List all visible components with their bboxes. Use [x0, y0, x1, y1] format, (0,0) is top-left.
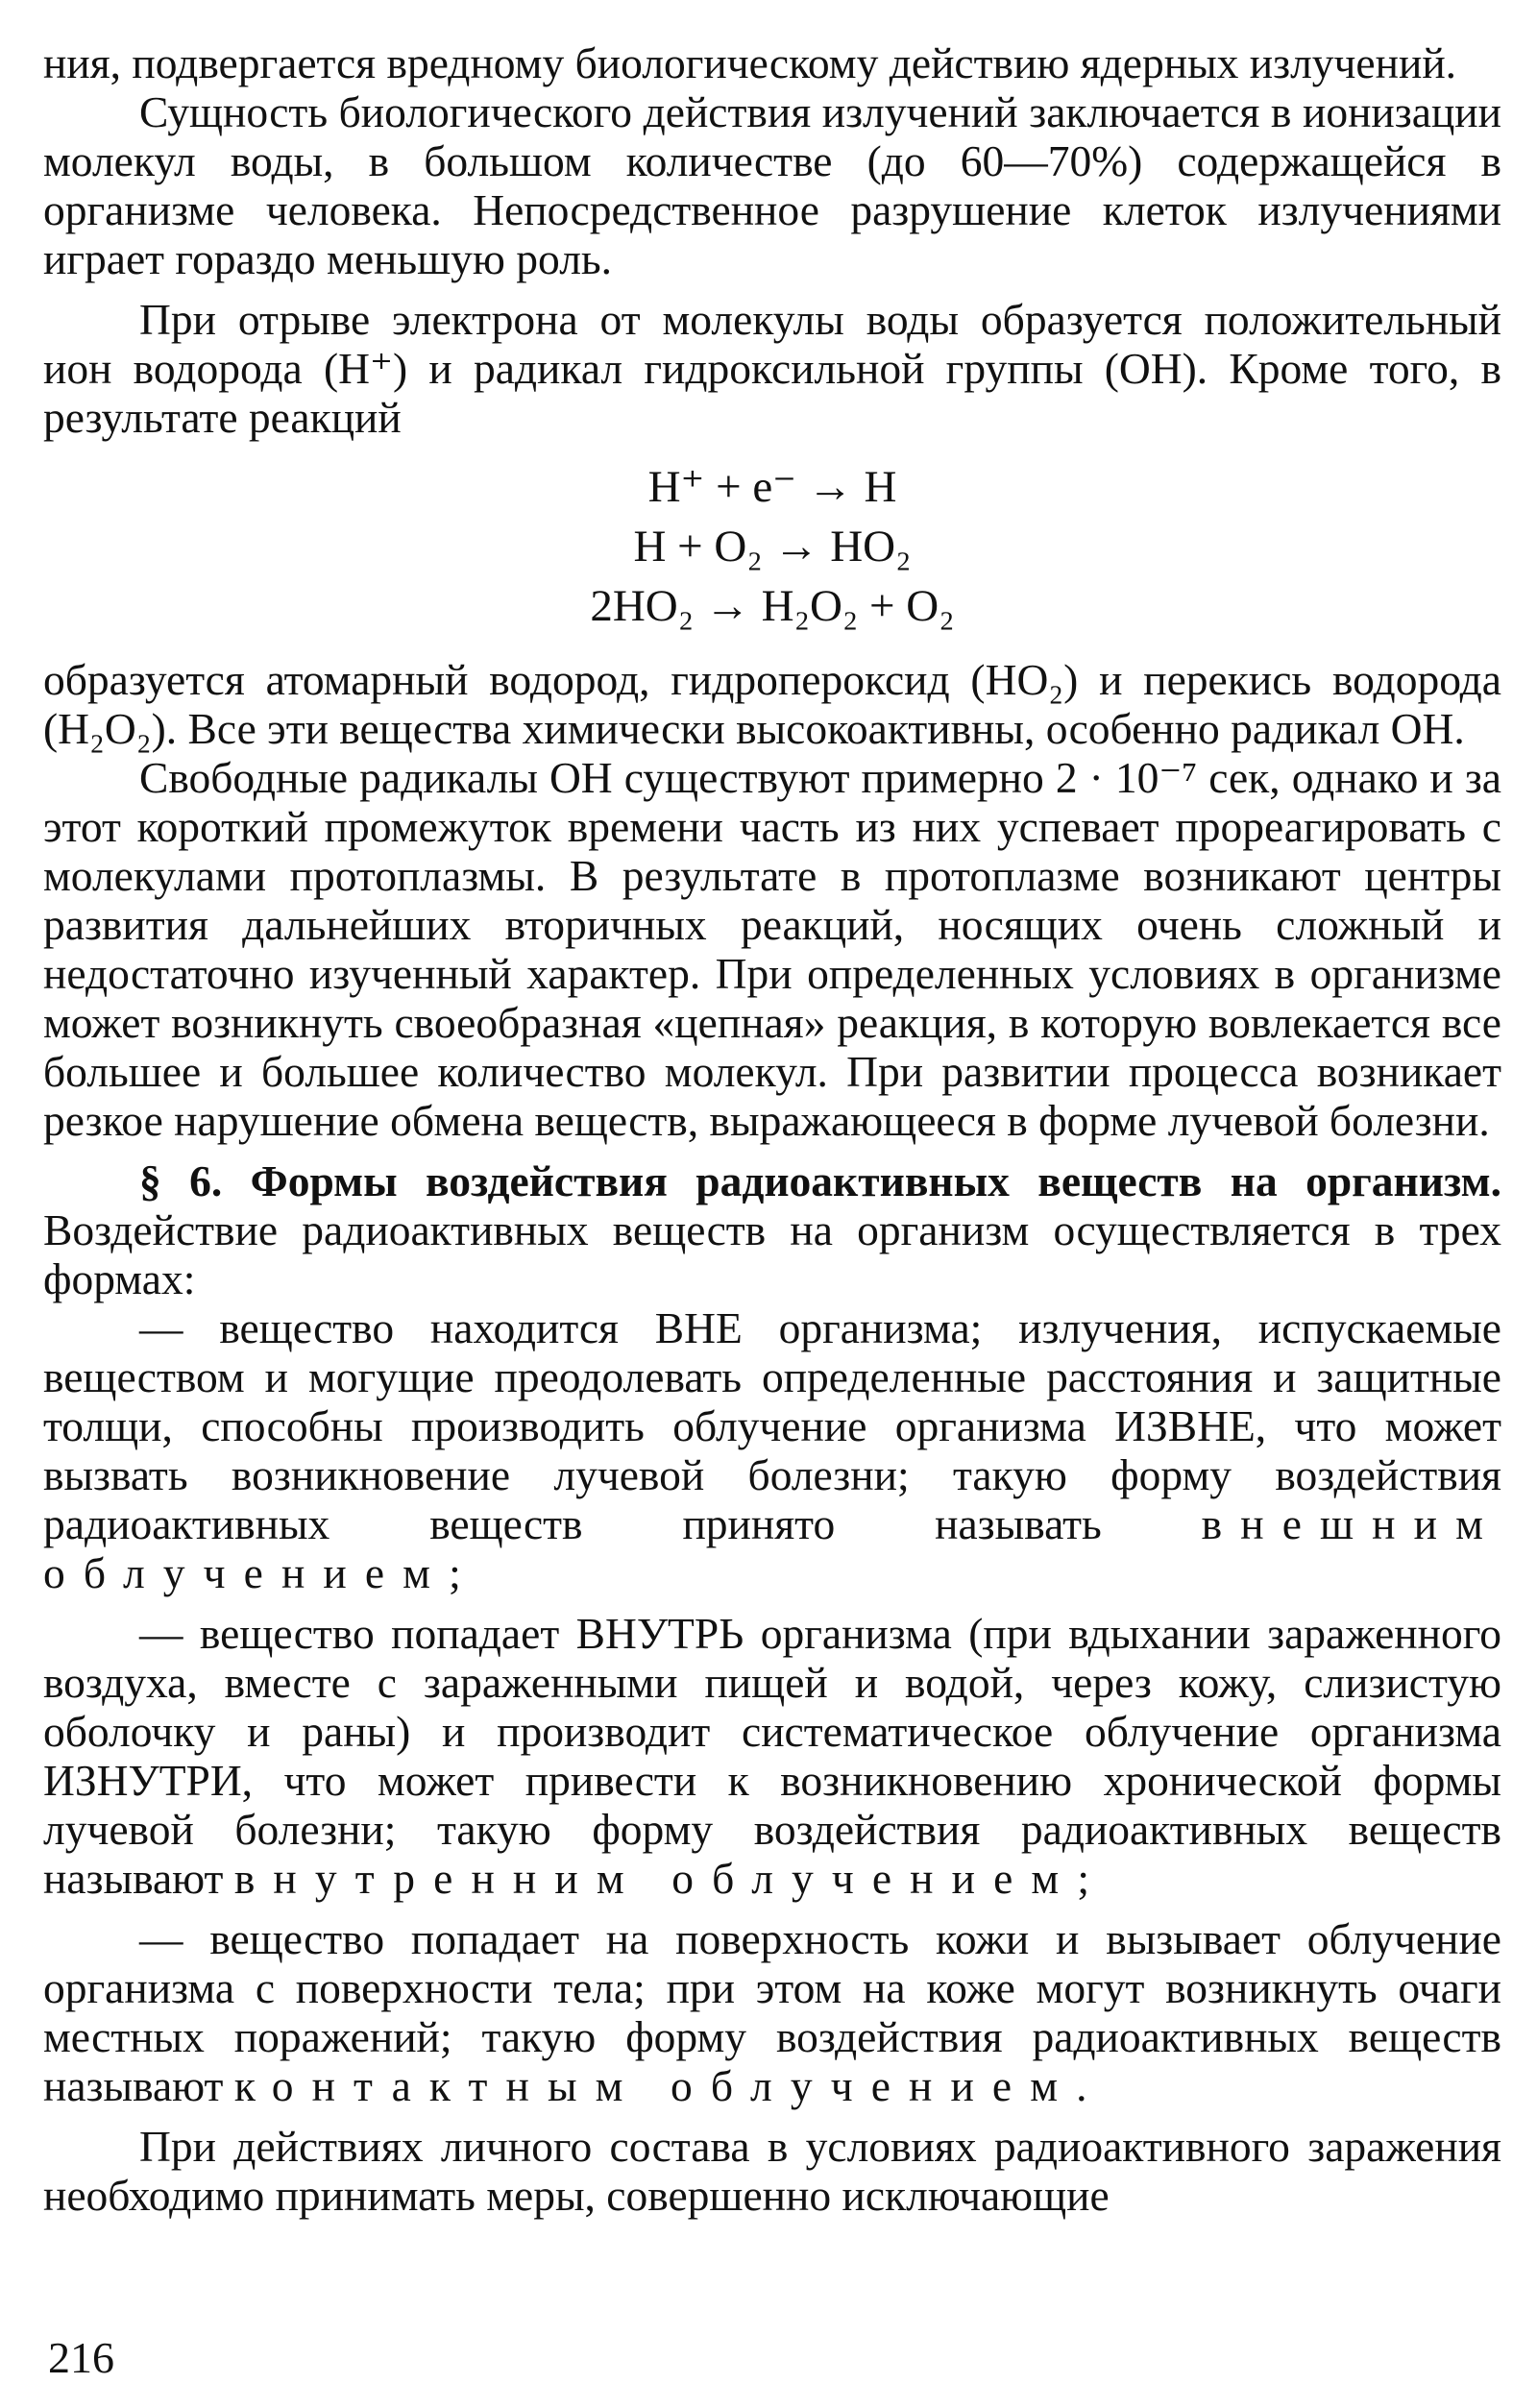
form-internal-paragraph [43, 1609, 1501, 1903]
reaction-equations [43, 457, 1501, 636]
form-contact-paragraph [43, 1914, 1501, 2110]
form-external-term: внешним облучением [43, 1499, 1501, 1597]
form-external-end: ; [449, 1548, 461, 1597]
section-heading-paragraph [43, 1156, 1501, 1303]
continuation-paragraph: ния, подвергается вредному биологическому действию ядерных излучений. [43, 38, 1457, 87]
form-contact-end: . [1076, 2061, 1087, 2110]
page-text [43, 38, 1501, 2220]
equation-3: 2HO₂ → H₂O₂ + O₂ [590, 581, 955, 631]
section-intro: Воздействие радиоактивных веществ на организм осуществляется в трех формах: [43, 1205, 1501, 1303]
essence-paragraph: Сущность биологического действия излучений заключается в ионизации молекул воды, в большом количестве (до 60—70%) содержащейся в организме человека. Непосредственное разрушение клеток излучениями играет гораздо меньшую роль. [43, 87, 1501, 283]
form-internal-end: ; [1077, 1854, 1089, 1903]
form-external-text: — вещество находится ВНЕ организма; излучения, испускаемые веществом и могущие преодолевать определенные расстояния и защитные толщи, способны производить облучение организма ИЗВНЕ, что может вызвать возникновение лучевой болезни; такую форму воздействия радиоактивных веществ принято называть [43, 1303, 1501, 1548]
section-heading: § 6. Формы воздействия радиоактивных веществ на организм. [139, 1156, 1501, 1205]
form-contact-text: — вещество попадает на поверхность кожи и вызывает облучение организма с поверхности тела; при этом на коже могут возникнуть очаги местных поражений; такую форму воздействия радиоактивных веществ называют [43, 1914, 1501, 2110]
form-internal-term: внутренним облучением [233, 1854, 1078, 1903]
electron-paragraph: При отрыве электрона от молекулы воды образуется положительный ион водорода (H⁺) и радикал гидроксильной группы (OH). Кроме того, в результате реакций [43, 295, 1501, 442]
radicals-paragraph: Свободные радикалы OH существуют примерно 2 · 10⁻⁷ сек, однако и за этот короткий промежуток времени часть из них успевает прореагировать с молекулами протоплазмы. В результате в протоплазме возникают центры развития дальнейших вторичных реакций, носящих очень сложный и недостаточно изученный характер. При определенных условиях в организме может возникнуть своеобразная «цепная» реакция, в которую вовлекается все большее и большее количество молекул. При развитии процесса возникает резкое нарушение обмена веществ, выражающееся в форме лучевой болезни. [43, 753, 1501, 1145]
form-contact-term: контактным облучением [233, 2061, 1077, 2110]
page-number: 216 [48, 2333, 114, 2382]
final-paragraph: При действиях личного состава в условиях радиоактивного заражения необходимо принимать меры, совершенно исключающие [43, 2122, 1501, 2220]
equation-1: H⁺ + e⁻ → H [647, 462, 897, 512]
form-internal-text: — вещество попадает ВНУТРЬ организма (при вдыхании зараженного воздуха, вместе с зараженными пищей и водой, через кожу, слизистую оболочку и раны) и производит систематическое облучение организма ИЗНУТРИ, что может привести к возникновению хронической формы лучевой болезни; такую форму воздействия радиоактивных веществ называют [43, 1609, 1501, 1903]
form-external-paragraph [43, 1303, 1501, 1597]
after-equations-paragraph: образуется атомарный водород, гидропероксид (HO₂) и перекись водорода (H₂O₂). Все эти вещества химически высокоактивны, особенно радикал OH. [43, 655, 1501, 753]
equation-2: H + O₂ → HO₂ [633, 522, 912, 572]
